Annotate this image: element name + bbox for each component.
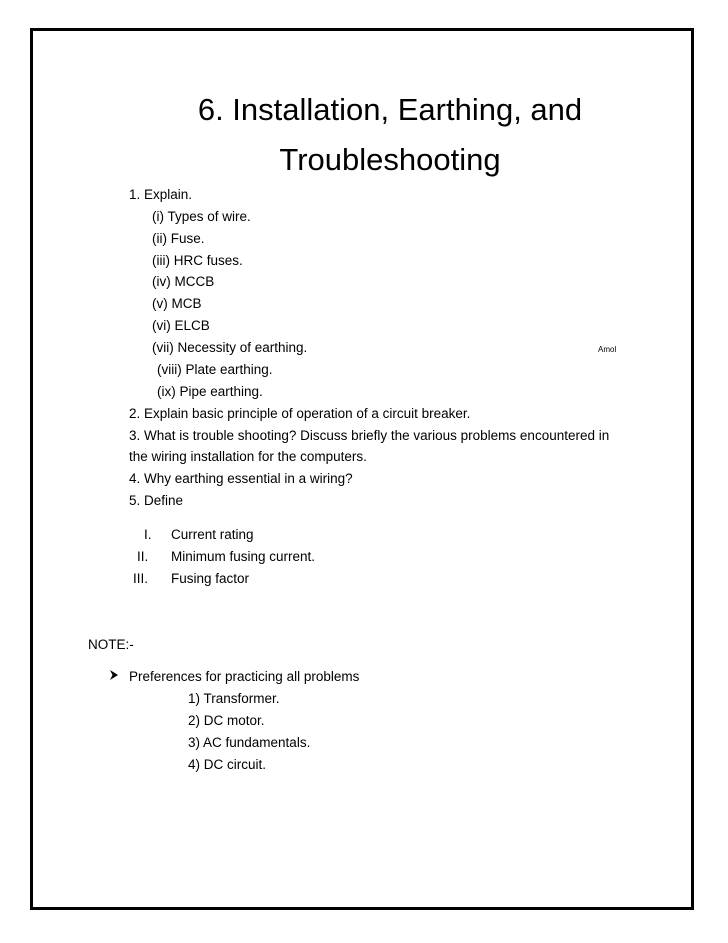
arrow-bullet-icon	[108, 668, 120, 686]
question-4: 4. Why earthing essential in a wiring?	[129, 471, 353, 486]
question-1-item: (v) MCB	[152, 296, 202, 311]
note-list-item: 3) AC fundamentals.	[188, 735, 311, 750]
question-1-item: (viii) Plate earthing.	[157, 362, 273, 377]
define-item-text: Fusing factor	[171, 571, 250, 586]
question-1-item: (i) Types of wire.	[152, 209, 251, 224]
page-title-line-1: 6. Installation, Earthing, and	[197, 92, 583, 127]
margin-note: Amol	[598, 345, 617, 354]
define-item-text: Minimum fusing current.	[171, 549, 316, 564]
question-1-item: (vii) Necessity of earthing.	[152, 340, 308, 355]
note-list-item: 4) DC circuit.	[188, 757, 267, 772]
question-1-item: (ii) Fuse.	[152, 231, 205, 246]
question-1-label: 1. Explain.	[129, 187, 193, 202]
question-3: 3. What is trouble shooting? Discuss briefly the various problems encountered in	[129, 428, 610, 443]
define-item-text: Current rating	[171, 527, 254, 542]
question-2: 2. Explain basic principle of operation of a circuit breaker.	[129, 406, 471, 421]
question-1-item: (iv) MCCB	[152, 274, 215, 289]
note-label: NOTE:-	[88, 637, 134, 652]
note-list-item: 2) DC motor.	[188, 713, 265, 728]
define-item-number: II.	[137, 549, 149, 564]
question-5: 5. Define	[129, 493, 184, 508]
question-1-item: (iii) HRC fuses.	[152, 253, 243, 268]
note-list-item: 1) Transformer.	[188, 691, 280, 706]
question-1-item: (vi) ELCB	[152, 318, 210, 333]
define-item-number: III.	[133, 571, 149, 586]
note-bullet-text: Preferences for practicing all problems	[129, 669, 360, 684]
question-3-continued: the wiring installation for the computers.	[129, 449, 367, 464]
question-1-item: (ix) Pipe earthing.	[157, 384, 263, 399]
define-item-number: I.	[144, 527, 152, 542]
page-title-line-2: Troubleshooting	[279, 142, 501, 177]
